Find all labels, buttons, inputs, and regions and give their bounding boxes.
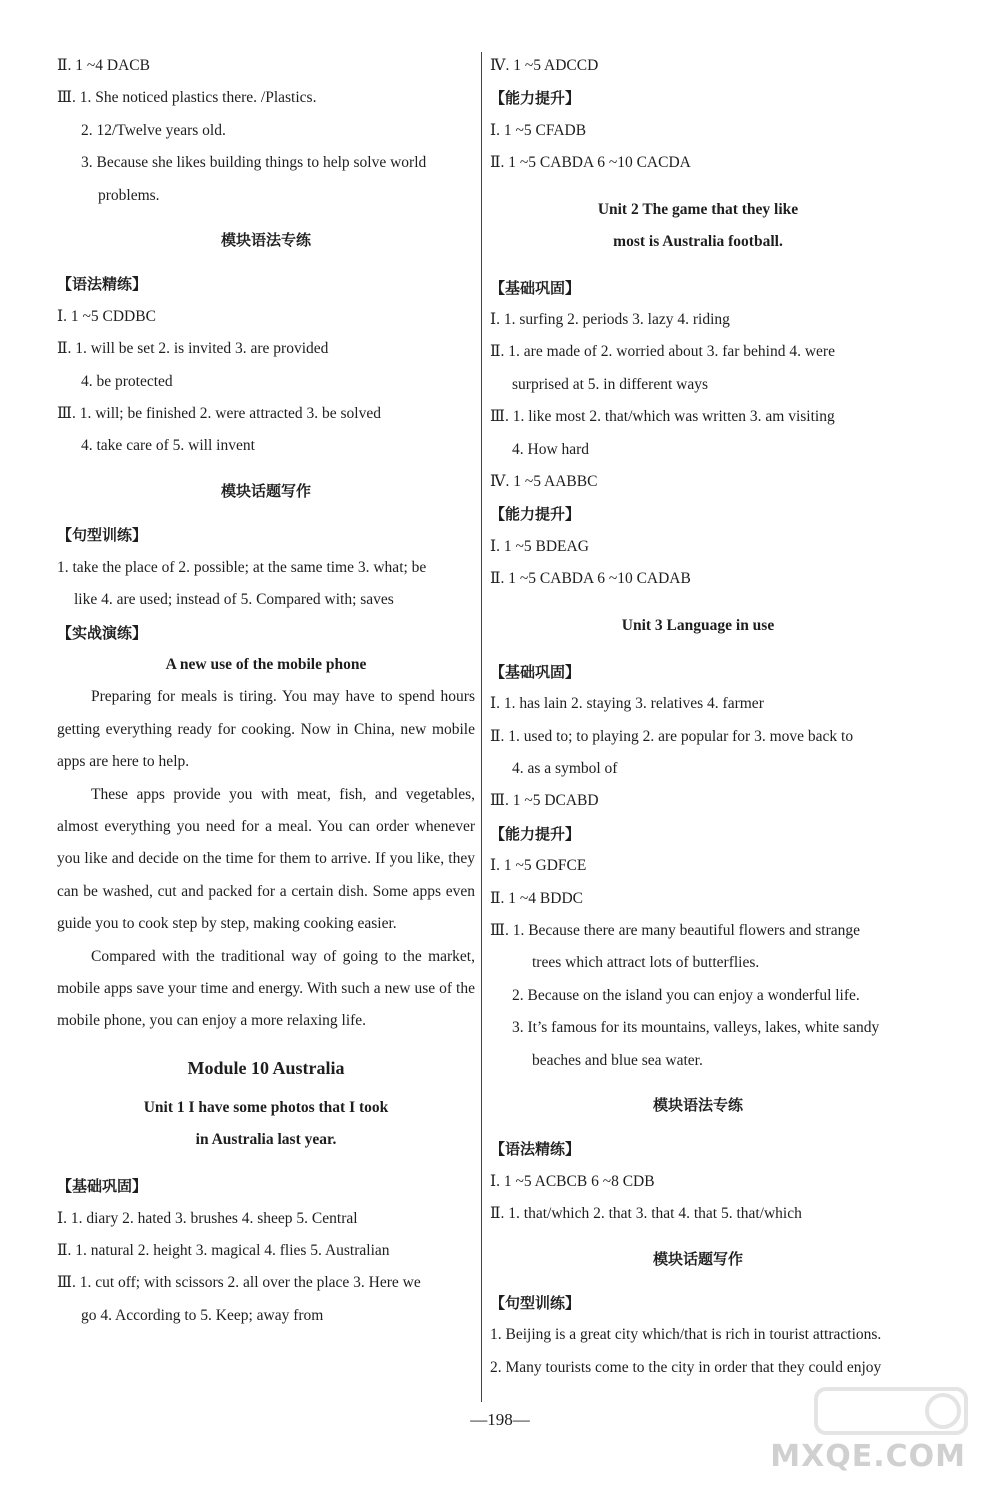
- answer-line: Ⅰ. 1. surfing 2. periods 3. lazy 4. riding: [490, 311, 730, 329]
- answer-line: Ⅲ. 1. cut off; with scissors 2. all over the place 3. Here we: [57, 1274, 421, 1292]
- answer-line: 4. take care of 5. will invent: [81, 437, 255, 455]
- answer-line: Ⅰ. 1 ~5 GDFCE: [490, 857, 587, 875]
- answer-line: Ⅲ. 1. She noticed plastics there. /Plastics.: [57, 89, 317, 107]
- answer-line: Ⅱ. 1. that/which 2. that 3. that 4. that 5. that/which: [490, 1205, 802, 1223]
- answer-line: 2. 12/Twelve years old.: [81, 121, 226, 139]
- answer-line: trees which attract lots of butterflies.: [532, 954, 760, 972]
- bracket-heading: 【语法精练】: [57, 275, 148, 294]
- answer-line: 1. take the place of 2. possible; at the same time 3. what; be: [57, 558, 427, 576]
- bracket-heading: 【能力提升】: [490, 824, 581, 843]
- unit-title: Unit 2 The game that they like: [597, 200, 799, 218]
- answer-line: like 4. are used; instead of 5. Compared with; saves: [74, 591, 394, 609]
- answer-line: go 4. According to 5. Keep; away from: [81, 1306, 324, 1324]
- unit-title: Unit 3 Language in use: [621, 616, 775, 634]
- answer-line: Ⅱ. 1. used to; to playing 2. are popular for 3. move back to: [490, 727, 854, 745]
- essay-paragraph: Preparing for meals is tiring. You may have to spend hours getting everything ready for cooking. Now in China, new mobile apps are here to help.: [57, 688, 475, 771]
- answer-line: Ⅱ. 1 ~4 DACB: [57, 57, 150, 74]
- answer-line: Ⅲ. 1. like most 2. that/which was written 3. am visiting: [490, 408, 835, 426]
- answer-line: Ⅰ. 1. has lain 2. staying 3. relatives 4. farmer: [490, 695, 764, 713]
- bracket-heading: 【实战演练】: [57, 623, 148, 642]
- column-divider: [481, 52, 482, 1402]
- answer-line: Ⅱ. 1 ~4 BDDC: [490, 889, 583, 907]
- answer-line: Ⅲ. 1 ~5 DCABD: [490, 792, 599, 810]
- answer-line: 4. as a symbol of: [512, 759, 618, 777]
- bracket-heading: 【基础巩固】: [490, 278, 581, 297]
- answer-line: 4. How hard: [512, 440, 590, 458]
- module-title: Module 10 Australia: [187, 1057, 345, 1078]
- answer-line: Ⅲ. 1. Because there are many beautiful flowers and strange: [490, 921, 861, 939]
- answer-line: 2. Because on the island you can enjoy a wonderful life.: [512, 986, 860, 1004]
- answer-line: 2. Many tourists come to the city in order that they could enjoy: [490, 1358, 882, 1376]
- answer-line: 4. be protected: [81, 372, 173, 390]
- section-title-grammar: 模块语法专练: [220, 231, 311, 250]
- answer-line: 3. Because she likes building things to help solve world: [81, 154, 427, 172]
- essay-paragraph: Compared with the traditional way of going to the market, mobile apps save your time and energy. With such a new use of the mobile phone, you can enjoy a more relaxing life.: [57, 947, 475, 1030]
- bracket-heading: 【基础巩固】: [57, 1177, 148, 1196]
- unit-title: most is Australia football.: [613, 232, 783, 250]
- answer-line: Ⅰ. 1 ~5 CDDBC: [57, 307, 156, 325]
- answer-line: Ⅱ. 1 ~5 CABDA 6 ~10 CADAB: [490, 570, 691, 588]
- unit-title: in Australia last year.: [195, 1131, 337, 1149]
- essay-title: A new use of the mobile phone: [165, 655, 367, 673]
- section-title-writing: 模块话题写作: [220, 481, 311, 500]
- essay-paragraph: These apps provide you with meat, fish, and vegetables, almost everything you need for a meal. You can order whenever you like and decide on the time for them to arrive. If you like, they can be washed, cut and packed for a certain dish. Some apps even guide you to cook step by step, making cooking easier.: [57, 785, 475, 933]
- bracket-heading: 【句型训练】: [490, 1294, 581, 1312]
- right-column: [490, 50, 906, 1384]
- answer-line: Ⅰ. 1. diary 2. hated 3. brushes 4. sheep 5. Central: [57, 1209, 358, 1227]
- answer-line: Ⅳ. 1 ~5 AABBC: [490, 473, 598, 491]
- page-number: —198—: [470, 1410, 530, 1429]
- unit-title: Unit 1 I have some photos that I took: [143, 1099, 389, 1117]
- section-title-grammar: 模块语法专练: [652, 1095, 743, 1114]
- left-column: [57, 50, 475, 1332]
- bracket-heading: 【语法精练】: [490, 1140, 581, 1159]
- bracket-heading: 【能力提升】: [490, 505, 581, 524]
- bracket-heading: 【能力提升】: [490, 89, 581, 108]
- answer-line: Ⅰ. 1 ~5 ACBCB 6 ~8 CDB: [490, 1172, 655, 1190]
- answer-line: Ⅱ. 1. are made of 2. worried about 3. far behind 4. were: [490, 343, 835, 361]
- bracket-heading: 【句型训练】: [57, 526, 148, 545]
- answer-line: problems.: [98, 186, 160, 204]
- answer-line: 1. Beijing is a great city which/that is rich in tourist attractions.: [490, 1326, 882, 1344]
- answer-line: Ⅱ. 1 ~5 CABDA 6 ~10 CACDA: [490, 154, 691, 172]
- answer-line: beaches and blue sea water.: [532, 1051, 703, 1069]
- answer-line: 3. It’s famous for its mountains, valleys, lakes, white sandy: [512, 1019, 880, 1037]
- answer-line: Ⅰ. 1 ~5 BDEAG: [490, 537, 589, 555]
- answer-line: Ⅰ. 1 ~5 CFADB: [490, 121, 587, 139]
- answer-line: Ⅳ. 1 ~5 ADCCD: [490, 57, 599, 74]
- section-title-writing: 模块话题写作: [652, 1249, 743, 1268]
- answer-line: Ⅲ. 1. will; be finished 2. were attracted 3. be solved: [57, 405, 381, 423]
- answer-line: Ⅱ. 1. will be set 2. is invited 3. are provided: [57, 340, 329, 358]
- answer-line: Ⅱ. 1. natural 2. height 3. magical 4. flies 5. Australian: [57, 1242, 390, 1259]
- watermark-text: MXQE.COM: [770, 1438, 966, 1474]
- bracket-heading: 【基础巩固】: [490, 662, 581, 681]
- answer-line: surprised at 5. in different ways: [512, 375, 708, 393]
